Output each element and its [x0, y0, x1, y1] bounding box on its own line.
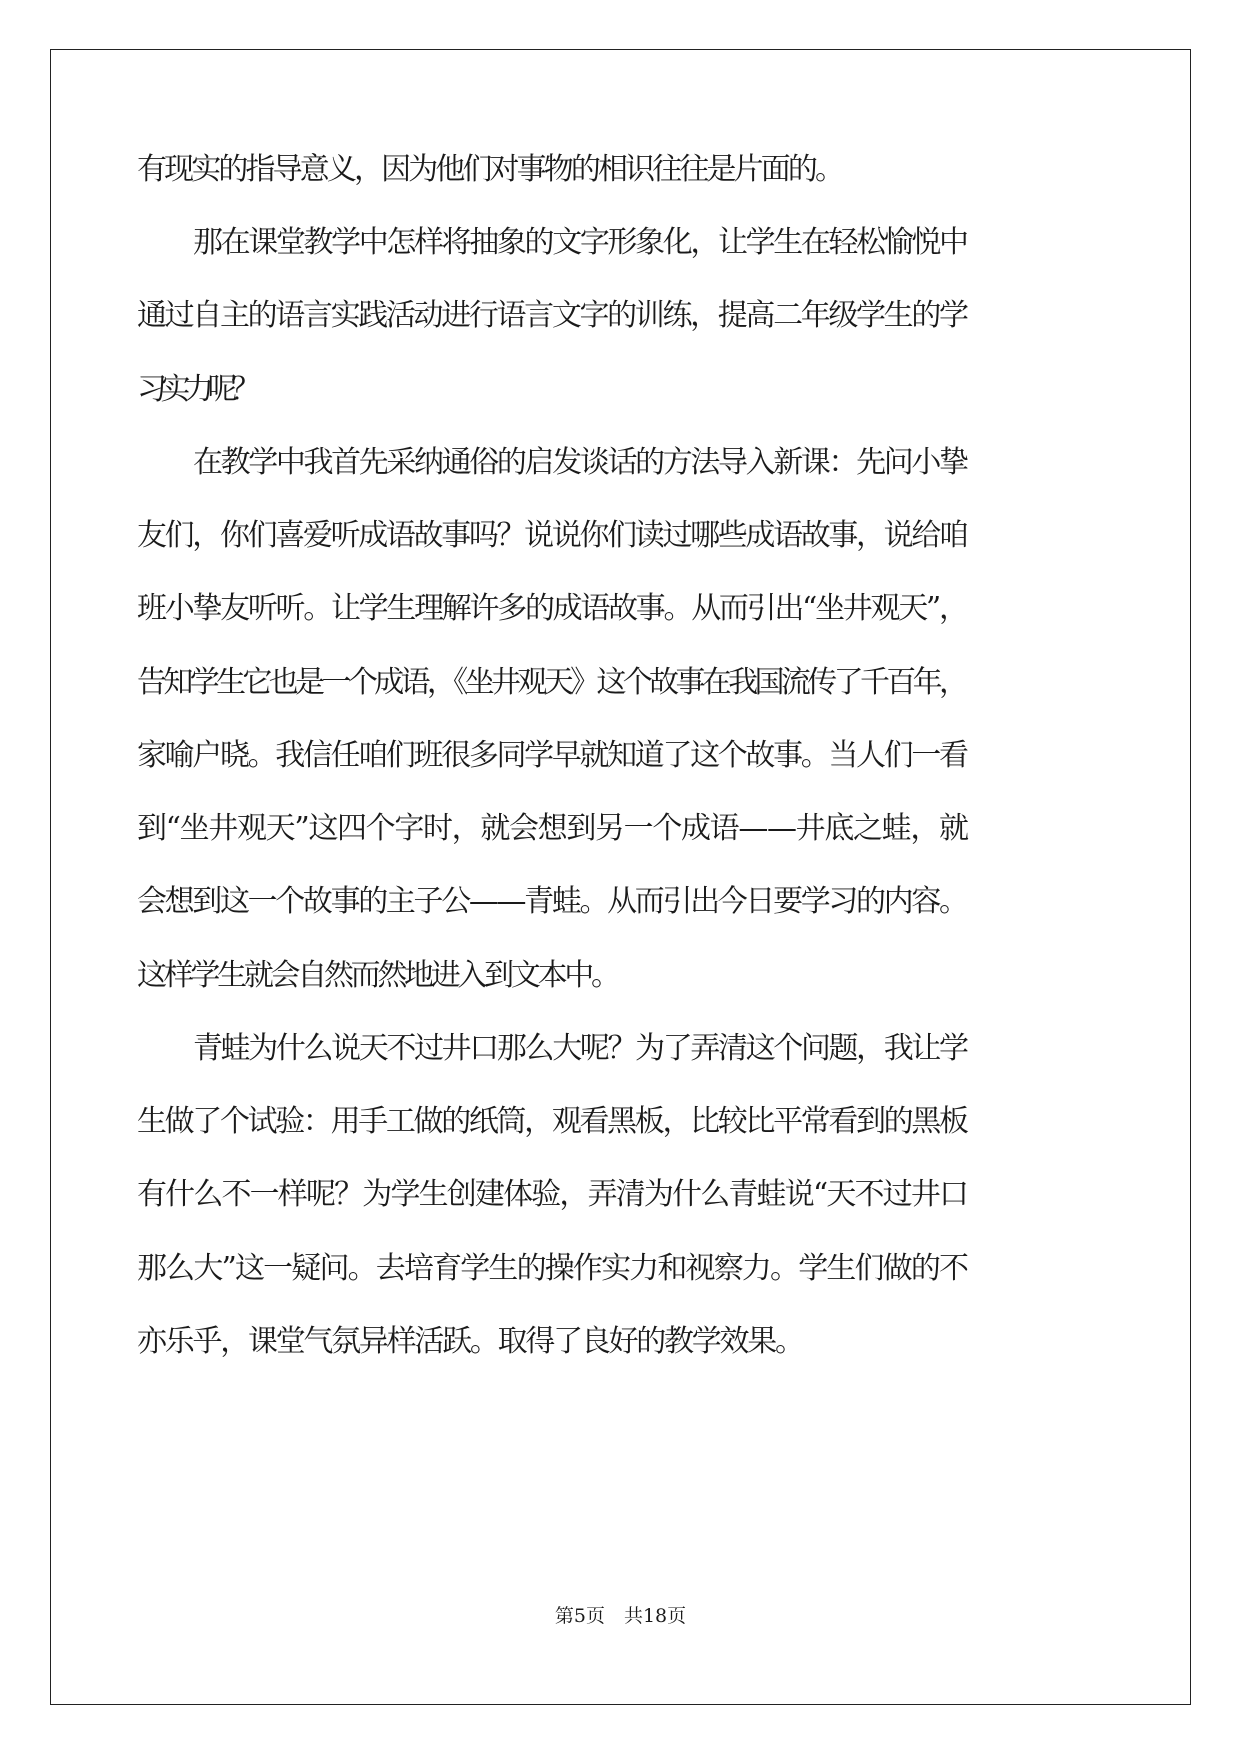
text-line: [0, 366, 1241, 414]
text-line-content: 家喻户晓。我信任咱们班很多同学早就知道了这个故事。当人们一看: [137, 738, 967, 773]
text-line: [0, 878, 1241, 926]
text-line: [0, 219, 1241, 267]
text-line-content: 班小挚友听听。让学生理解许多的成语故事。从而引出“坐井观天”，: [137, 591, 967, 626]
text-line: [0, 1318, 1241, 1366]
text-line-content: 友们，你们喜爱听成语故事吗？说说你们读过哪些成语故事，说给咱: [137, 518, 967, 553]
text-line: [0, 585, 1241, 633]
text-line-content: 生做了个试验：用手工做的纸筒，观看黑板，比较比平常看到的黑板: [137, 1104, 967, 1139]
text-line-content: 有现实的指导意义，因为他们对事物的相识往往是片面的。: [137, 152, 843, 187]
text-line: [0, 805, 1241, 853]
text-line-content: 告知学生它也是一个成语，《坐井观天》这个故事在我国流传了千百年，: [137, 665, 966, 700]
text-line-content: 会想到这一个故事的主子公——青蛙。从而引出今日要学习的内容。: [137, 884, 967, 919]
text-line: [0, 952, 1241, 1000]
text-line: [0, 732, 1241, 780]
text-line-content: 通过自主的语言实践活动进行语言文字的训练，提高二年级学生的学: [137, 298, 967, 333]
text-line: [0, 292, 1241, 340]
text-line: [0, 1171, 1241, 1219]
text-line: [0, 1025, 1241, 1073]
text-line: [0, 439, 1241, 487]
text-line: [0, 1245, 1241, 1293]
text-line-content: 亦乐乎，课堂气氛异样活跃。取得了良好的教学效果。: [137, 1324, 803, 1359]
text-line-content: 有什么不一样呢？为学生创建体验，弄清为什么青蛙说“天不过井口: [137, 1177, 968, 1212]
text-line: [0, 1098, 1241, 1146]
text-line-content: 习实力呢？: [137, 372, 255, 407]
text-line: [0, 146, 1241, 194]
text-line-content: 青蛙为什么说天不过井口那么大呢？为了弄清这个问题，我让学: [193, 1031, 967, 1066]
text-line-content: 那在课堂教学中怎样将抽象的文字形象化，让学生在轻松愉悦中: [193, 225, 967, 260]
text-line-content: 到“坐井观天”这四个字时，就会想到另一个成语——井底之蛙，就: [137, 811, 968, 846]
text-line-content: 这样学生就会自然而然地进入到文本中。: [137, 958, 618, 993]
page-number-footer: 第5页 共18页: [554, 1605, 687, 1627]
text-line-content: 那么大”这一疑问。去培育学生的操作实力和视察力。学生们做的不: [137, 1251, 968, 1286]
text-line-content: 在教学中我首先采纳通俗的启发谈话的方法导入新课：先问小挚: [193, 445, 967, 480]
text-line: [0, 659, 1241, 707]
text-line: [0, 512, 1241, 560]
